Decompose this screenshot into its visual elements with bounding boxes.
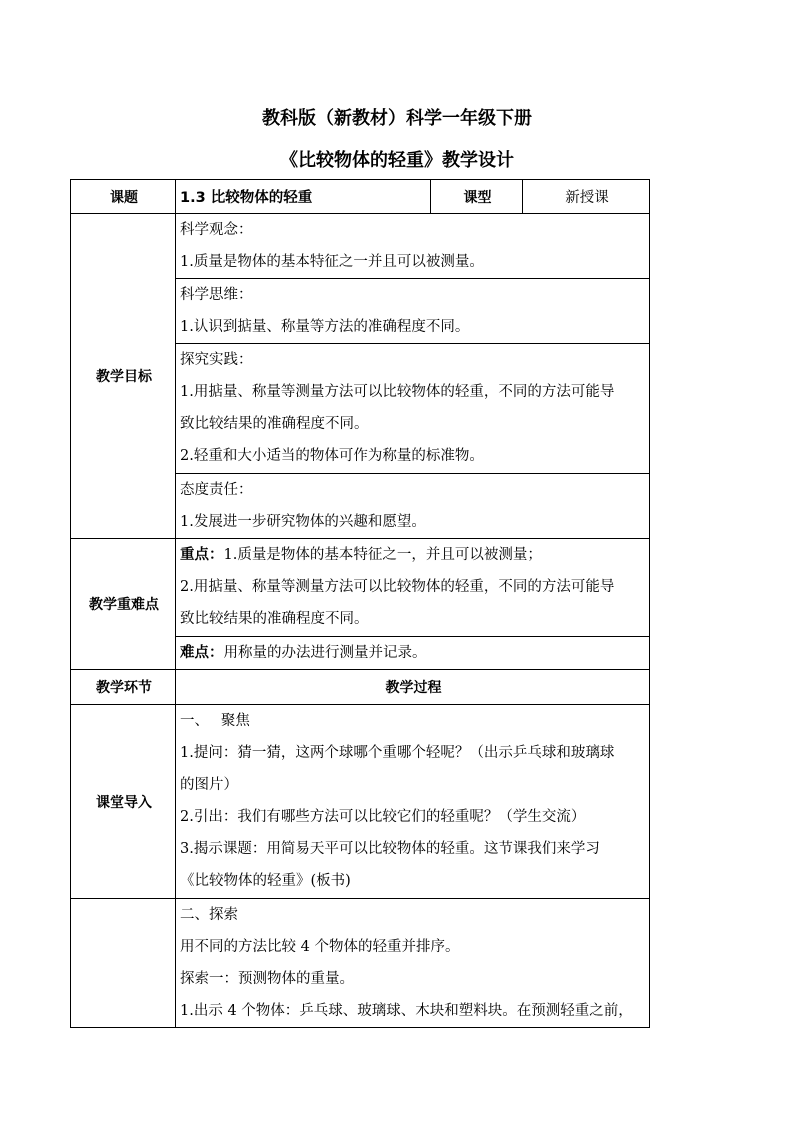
document-title: 教科版（新教材）科学一年级下册 (262, 108, 532, 129)
header-teaching-stage: 教学环节 (71, 670, 176, 705)
topic-value: 1.3 比较物体的轻重 (176, 180, 431, 214)
intro-line6: 《比较物体的轻重》(板书) (180, 873, 351, 889)
intro-label: 课堂导入 (71, 705, 176, 899)
intro-line4: 2.引出：我们有哪些方法可以比较它们的轻重呢？（学生交流） (180, 809, 586, 825)
intro-row (71, 705, 650, 899)
keypoints-row (71, 539, 650, 637)
objective-practice-item1b: 致比较结果的准确程度不同。 (180, 416, 369, 432)
explore-line2: 用不同的方法比较 4 个物体的轻重并排序。 (180, 939, 460, 955)
objectives-label: 教学目标 (71, 214, 176, 539)
key-point-prefix: 重点： (180, 547, 224, 563)
objective-concept-item: 1.质量是物体的基本特征之一并且可以被测量。 (180, 254, 484, 270)
difficulty-cell (176, 637, 650, 670)
objective-concept-heading: 科学观念： (180, 222, 253, 238)
objective-thinking-cell (176, 279, 650, 344)
objective-attitude-cell (176, 474, 650, 539)
intro-line2: 1.提问：猜一猜，这两个球哪个重哪个轻呢？（出示乒乓球和玻璃球 (180, 745, 615, 761)
intro-line1: 一、 聚焦 (180, 713, 250, 729)
process-header-row (71, 670, 650, 705)
objective-practice-item2: 2.轻重和大小适当的物体可作为称量的标准物。 (180, 448, 484, 464)
keypoints-label: 教学重难点 (71, 539, 176, 670)
explore-line1: 二、探索 (180, 907, 238, 923)
objective-practice-heading: 探究实践： (180, 352, 253, 368)
difficulty-prefix: 难点： (180, 645, 224, 661)
explore-label (71, 899, 176, 1028)
objective-attitude-heading: 态度责任： (180, 482, 253, 498)
intro-line5: 3.揭示课题：用简易天平可以比较物体的轻重。这节课我们来学习 (180, 841, 600, 857)
explore-cell (176, 899, 650, 1028)
topic-row (71, 180, 650, 214)
explore-line3: 探索一：预测物体的重量。 (180, 971, 354, 987)
objective-practice-item1a: 1.用掂量、称量等测量方法可以比较物体的轻重，不同的方法可能导 (180, 384, 615, 400)
objective-attitude-item: 1.发展进一步研究物体的兴趣和愿望。 (180, 514, 426, 530)
intro-cell (176, 705, 650, 899)
difficulty-line (180, 637, 647, 669)
intro-line3: 的图片） (180, 777, 238, 793)
key-point-item2b: 致比较结果的准确程度不同。 (180, 611, 369, 627)
objective-concept-row (71, 214, 650, 279)
objective-concept-cell (176, 214, 650, 279)
explore-row (71, 899, 650, 1028)
lesson-type-label: 课型 (431, 180, 523, 214)
objective-practice-cell (176, 344, 650, 474)
key-point-item2a: 2.用掂量、称量等测量方法可以比较物体的轻重，不同的方法可能导 (180, 579, 615, 595)
key-point-line1 (180, 539, 647, 571)
header-teaching-process: 教学过程 (176, 670, 650, 705)
difficulty-text: 用称量的办法进行测量并记录。 (223, 645, 427, 661)
explore-line4: 1.出示 4 个物体：乒乓球、玻璃球、木块和塑料块。在预测轻重之前， (180, 1003, 633, 1019)
key-point-item1: 1.质量是物体的基本特征之一，并且可以被测量； (223, 547, 542, 563)
lesson-type-value: 新授课 (523, 180, 650, 214)
objective-thinking-heading: 科学思维： (180, 287, 253, 303)
keypoints-cell (176, 539, 650, 637)
document-subtitle: 《比较物体的轻重》教学设计 (280, 150, 514, 171)
objective-thinking-item: 1.认识到掂量、称量等方法的准确程度不同。 (180, 319, 470, 335)
topic-label: 课题 (71, 180, 176, 214)
lesson-plan-table (70, 179, 650, 1028)
